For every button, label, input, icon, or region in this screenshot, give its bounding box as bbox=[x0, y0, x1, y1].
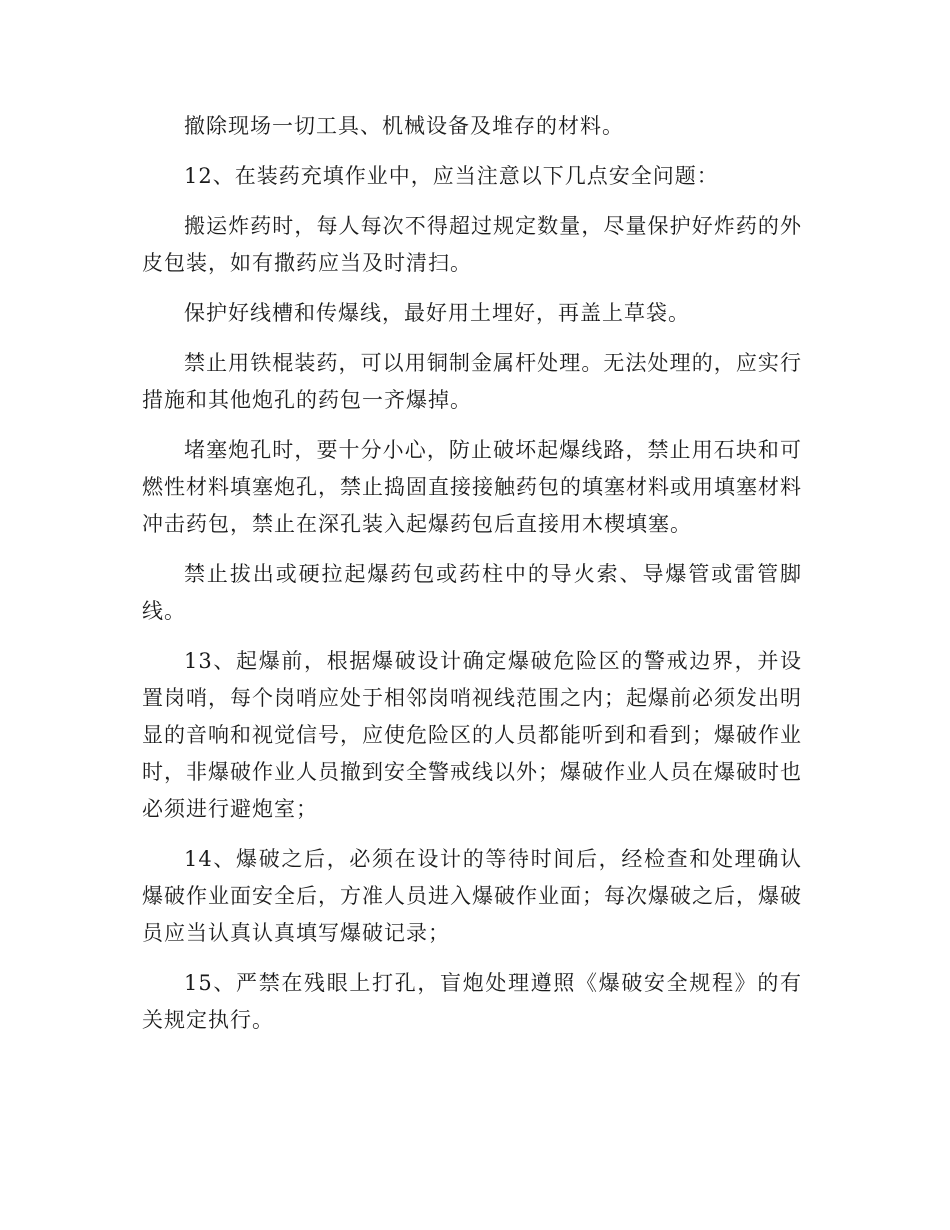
paragraph-remove-tools: 撤除现场一切工具、机械设备及堆存的材料。 bbox=[184, 114, 624, 138]
paragraph-item-12-heading: 12、在装药充填作业中，应当注意以下几点安全问题： bbox=[184, 164, 719, 188]
paragraph-transport-explosives: 搬运炸药时，每人每次不得超过规定数量，尽量保护好炸药的外皮包装，如有撒药应当及时清扫。 bbox=[142, 214, 802, 275]
paragraph-no-pulling-fuse: 禁止拔出或硬拉起爆药包或药柱中的导火索、导爆管或雷管脚线。 bbox=[142, 562, 802, 623]
paragraph-no-iron-rod: 禁止用铁棍装药，可以用铜制金属杆处理。无法处理的，应实行措施和其他炮孔的药包一齐爆掉。 bbox=[142, 351, 802, 412]
paragraph-stemming-holes: 堵塞炮孔时，要十分小心，防止破坏起爆线路，禁止用石块和可燃性材料填塞炮孔，禁止捣固直接接触药包的填塞材料或用填塞材料冲击药包，禁止在深孔装入起爆药包后直接用木楔填塞。 bbox=[142, 438, 802, 536]
paragraph-item-15-misfire: 15、严禁在残眼上打孔，盲炮处理遵照《爆破安全规程》的有关规定执行。 bbox=[142, 971, 802, 1032]
paragraph-item-14-after-blast: 14、爆破之后，必须在设计的等待时间后，经检查和处理确认爆破作业面安全后，方准人员进入爆破作业面；每次爆破之后，爆破员应当认真认真填写爆破记录； bbox=[142, 847, 802, 945]
document-body bbox=[142, 108, 802, 1052]
paragraph-item-13-warning: 13、起爆前，根据爆破设计确定爆破危险区的警戒边界，并设置岗哨，每个岗哨应处于相邻岗哨视线范围之内；起爆前必须发出明显的音响和视觉信号，应使危险区的人员都能听到和看到；爆破作业时，非爆破作业人员撤到安全警戒线以外；爆破作业人员在爆破时也必须进行避炮室； bbox=[142, 649, 802, 821]
paragraph-protect-lines: 保护好线槽和传爆线，最好用土埋好，再盖上草袋。 bbox=[184, 301, 690, 325]
